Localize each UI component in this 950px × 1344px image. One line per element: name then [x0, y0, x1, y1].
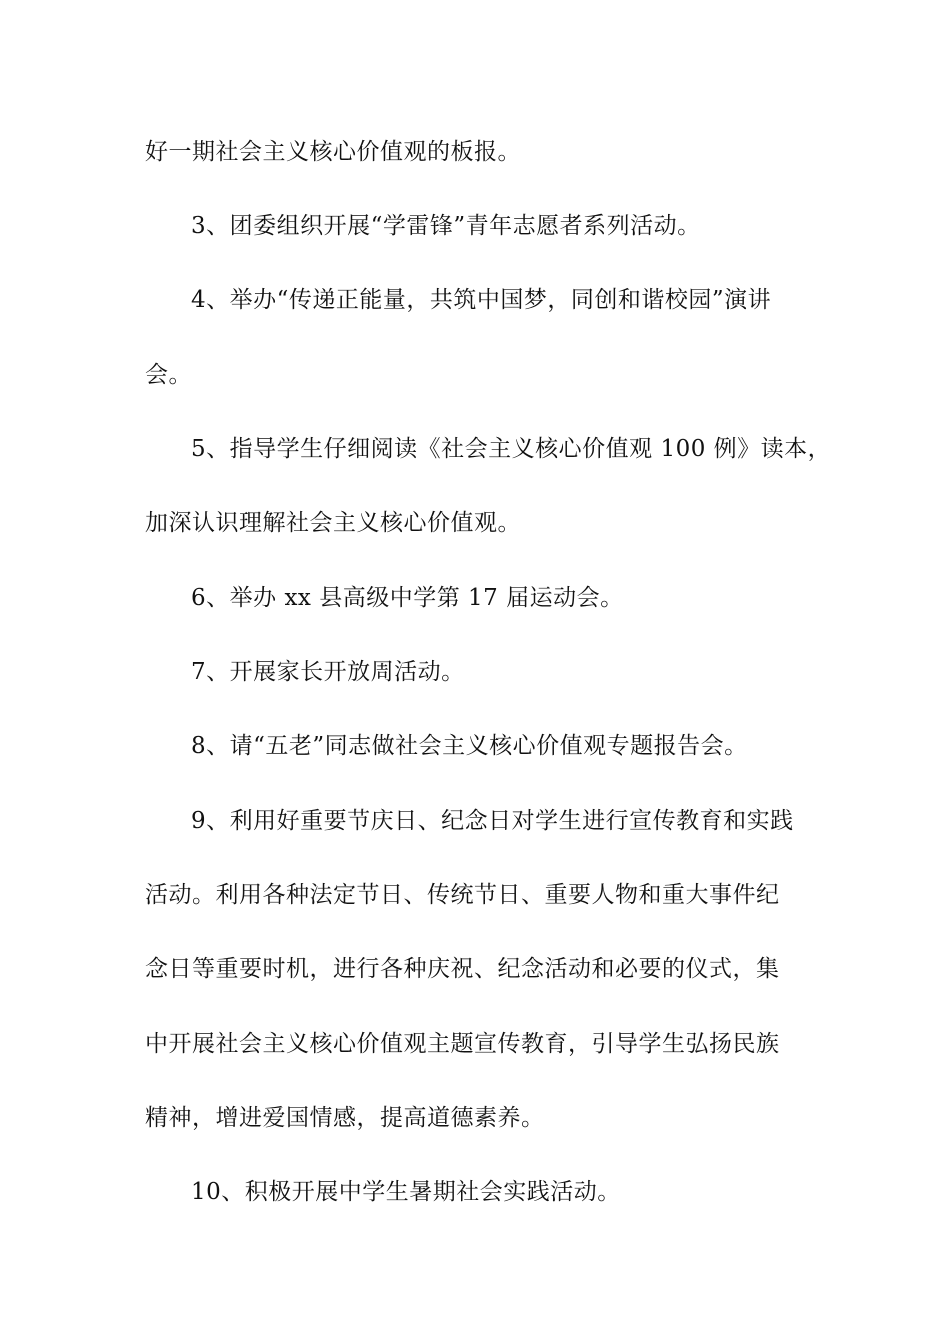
text-line: 好一期社会主义核心价值观的板报。 — [145, 139, 521, 165]
list-item-10: 10、积极开展中学生暑期社会实践活动。 — [191, 1179, 621, 1205]
list-item-8: 8、请“五老”同志做社会主义核心价值观专题报告会。 — [191, 733, 748, 759]
list-item-4: 4、举办“传递正能量，共筑中国梦，同创和谐校园”演讲 — [191, 287, 772, 313]
text-line: 活动。利用各种法定节日、传统节日、重要人物和重大事件纪 — [145, 882, 780, 908]
text-line: 精神，增进爱国情感，提高道德素养。 — [145, 1105, 545, 1131]
list-item-9: 9、利用好重要节庆日、纪念日对学生进行宣传教育和实践 — [191, 808, 794, 834]
text-line: 加深认识理解社会主义核心价值观。 — [145, 510, 521, 536]
text-line: 中开展社会主义核心价值观主题宣传教育，引导学生弘扬民族 — [145, 1031, 780, 1057]
text-line: 念日等重要时机，进行各种庆祝、纪念活动和必要的仪式，集 — [145, 956, 780, 982]
text-line: 会。 — [145, 362, 192, 388]
list-item-7: 7、开展家长开放周活动。 — [191, 659, 465, 685]
list-item-5: 5、指导学生仔细阅读《社会主义核心价值观 100 例》读本， — [191, 436, 832, 462]
list-item-6: 6、举办 xx 县高级中学第 17 届运动会。 — [191, 585, 624, 611]
list-item-3: 3、团委组织开展“学雷锋”青年志愿者系列活动。 — [191, 213, 701, 239]
